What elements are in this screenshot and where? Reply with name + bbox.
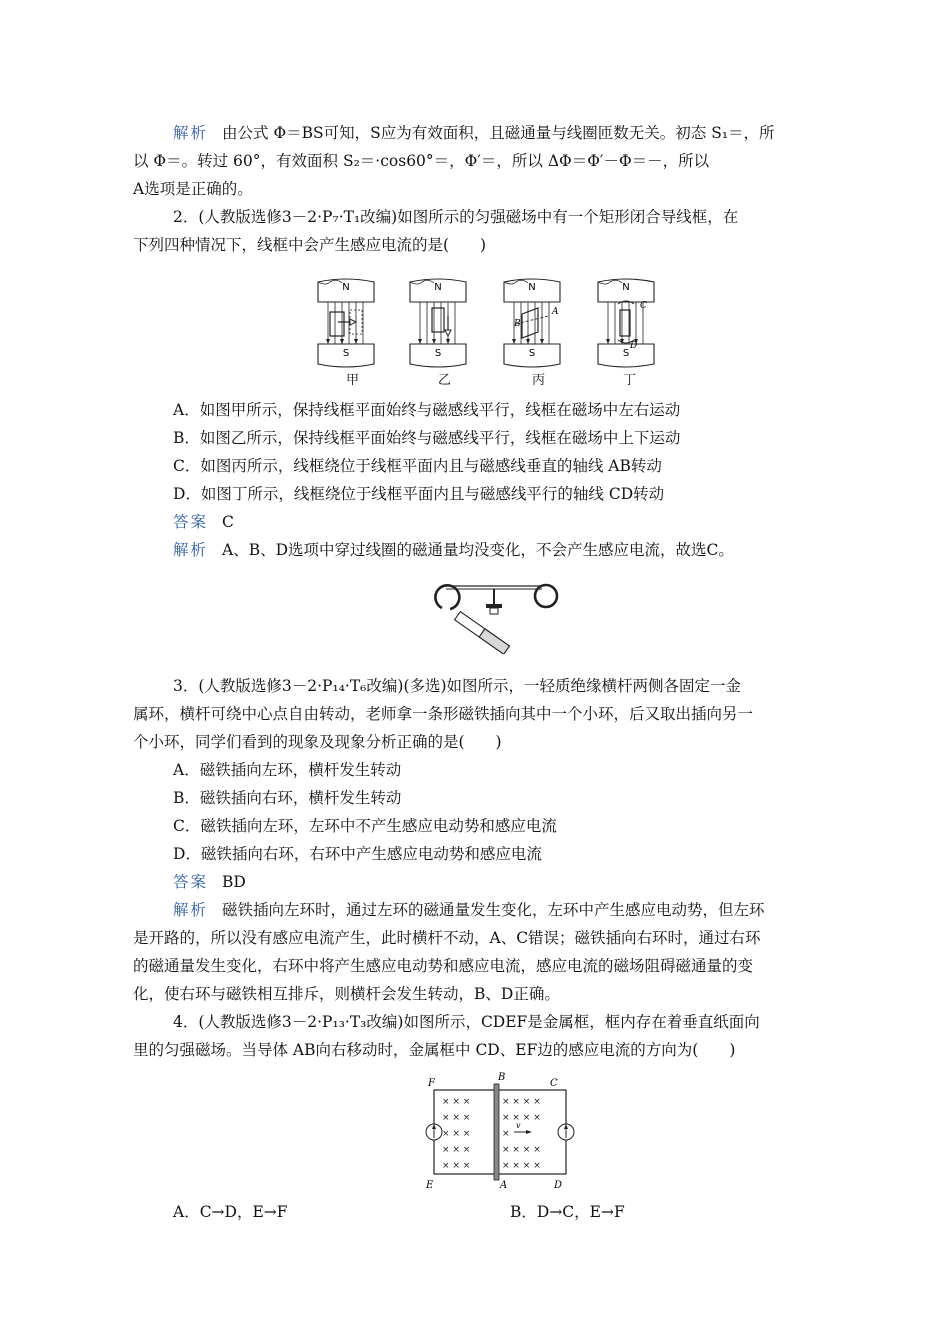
- question-4-line-1: 4．(人教版选修3－2·P₁₃·T₃改编)如图所示，CDEF是金属框，框内存在着垂直纸面向: [173, 1013, 760, 1031]
- velocity-label: v: [516, 1121, 521, 1130]
- pole-n-ding: N: [622, 282, 630, 293]
- figure-label-bing: 丙: [532, 373, 546, 388]
- q2-analysis: 解析 A、B、D选项中穿过线圈的磁通量均没变化，不会产生感应电流，故选C。: [173, 541, 734, 559]
- corner-b-label: B: [498, 1072, 506, 1083]
- q3-option-b: B．磁铁插向右环，横杆发生转动: [173, 789, 402, 807]
- question-3-line-3: 个小环，同学们看到的现象及现象分析正确的是( ): [133, 733, 502, 751]
- figure-label-jia: 甲: [346, 373, 360, 388]
- pole-n-yi: N: [434, 282, 442, 293]
- q2-option-a: A．如图甲所示，保持线框平面始终与磁感线平行，线框在磁场中左右运动: [173, 401, 681, 419]
- figure-label-ding: 丁: [623, 373, 637, 388]
- q2-option-d: D．如图丁所示，线框绕位于线框平面内且与磁感线平行的轴线 CD转动: [173, 485, 665, 503]
- point-c-label: C: [640, 301, 647, 311]
- question-3-line-1: 3．(人教版选修3－2·P₁₄·T₆改编)(多选)如图所示，一轻质绝缘横杆两侧各固定一金: [173, 677, 742, 695]
- pole-s-bing: S: [528, 348, 536, 359]
- q2-option-b: B．如图乙所示，保持线框平面始终与磁感线平行，线框在磁场中上下运动: [173, 429, 681, 447]
- figure-label-yi: 乙: [438, 373, 452, 388]
- point-d-label: D: [630, 341, 638, 351]
- svg-text:× × × ×: × × × ×: [502, 1145, 541, 1155]
- corner-a-label: A: [500, 1180, 508, 1190]
- pole-s-jia: S: [342, 348, 350, 359]
- q3-option-d: D．磁铁插向右环，右环中产生感应电动势和感应电流: [173, 845, 542, 863]
- metal-frame-figure: [420, 1070, 580, 1190]
- analysis-tag: 解析: [173, 124, 209, 142]
- corner-d-label: D: [554, 1180, 563, 1190]
- q4-option-a: A．C→D，E→F: [173, 1203, 288, 1221]
- svg-text:× × × ×: × × × ×: [502, 1097, 541, 1107]
- point-b-label: B: [514, 319, 521, 329]
- q4-option-b: B．D→C，E→F: [510, 1203, 625, 1221]
- question-2-line-1: 2．(人教版选修3－2·P₇·T₁改编)如图所示的匀强磁场中有一个矩形闭合导线框，在: [173, 208, 739, 226]
- q3-answer: 答案 BD: [173, 873, 246, 891]
- pole-s-yi: S: [434, 348, 442, 359]
- q2-option-c: C．如图丙所示，线框绕位于线框平面内且与磁感线垂直的轴线 AB转动: [173, 457, 662, 475]
- svg-text:× × ×: × × ×: [442, 1097, 471, 1107]
- question-2-line-2: 下列四种情况下，线框中会产生感应电流的是( ): [133, 236, 487, 254]
- magnet-frames-figure: [316, 268, 676, 388]
- svg-text:× × ×: × × ×: [442, 1145, 471, 1155]
- question-3-line-2: 属环，横杆可绕中心点自由转动，老师拿一条形磁铁插向其中一个小环，后又取出插向另一: [133, 705, 754, 723]
- q3-analysis-line-2: 是开路的，所以没有感应电流产生，此时横杆不动，A、C错误；磁铁插向右环时，通过右环: [133, 929, 761, 947]
- analysis-line-3: A选项是正确的。: [133, 180, 253, 198]
- point-a-label: A: [552, 307, 559, 317]
- ring-crossbar-figure: [424, 574, 564, 654]
- q2-answer: 答案 C: [173, 513, 234, 531]
- corner-e-label: E: [426, 1180, 434, 1190]
- pole-n-jia: N: [342, 282, 350, 293]
- q3-analysis-line-1: 解析 磁铁插向左环时，通过左环的磁通量发生变化，左环中产生感应电动势，但左环: [173, 901, 765, 919]
- svg-text:× × ×: × × ×: [442, 1161, 471, 1171]
- question-4-line-2: 里的匀强磁场。当导体 AB向右移动时，金属框中 CD、EF边的感应电流的方向为( ): [133, 1041, 736, 1059]
- q3-option-c: C．磁铁插向左环，左环中不产生感应电动势和感应电流: [173, 817, 557, 835]
- q3-option-a: A．磁铁插向左环，横杆发生转动: [173, 761, 402, 779]
- pole-n-bing: N: [528, 282, 536, 293]
- svg-text:× × × ×: × × × ×: [502, 1161, 541, 1171]
- q3-analysis-line-4: 化，使右环与磁铁相互排斥，则横杆会发生转动，B、D正确。: [133, 985, 560, 1003]
- svg-text:× × × ×: × × × ×: [502, 1113, 541, 1123]
- corner-c-label: C: [550, 1078, 558, 1089]
- svg-text:× × ×: × × ×: [442, 1129, 471, 1139]
- q3-analysis-line-3: 的磁通量发生变化，右环中将产生感应电动势和感应电流，感应电流的磁场阻碍磁通量的变: [133, 957, 754, 975]
- svg-text:×: ×: [502, 1129, 510, 1139]
- pole-s-ding: S: [622, 348, 630, 359]
- analysis-line-2: 以 Φ＝。转过 60°，有效面积 S₂＝·cos60°＝，Φ′＝，所以 ΔΦ＝Φ′－Φ＝－，所以: [133, 152, 710, 170]
- corner-f-label: F: [428, 1078, 435, 1089]
- analysis-line-1: 解析 由公式 Φ＝BS可知，S应为有效面积，且磁通量与线圈匝数无关。初态 S₁＝，所: [173, 124, 775, 142]
- svg-text:× × ×: × × ×: [442, 1113, 471, 1123]
